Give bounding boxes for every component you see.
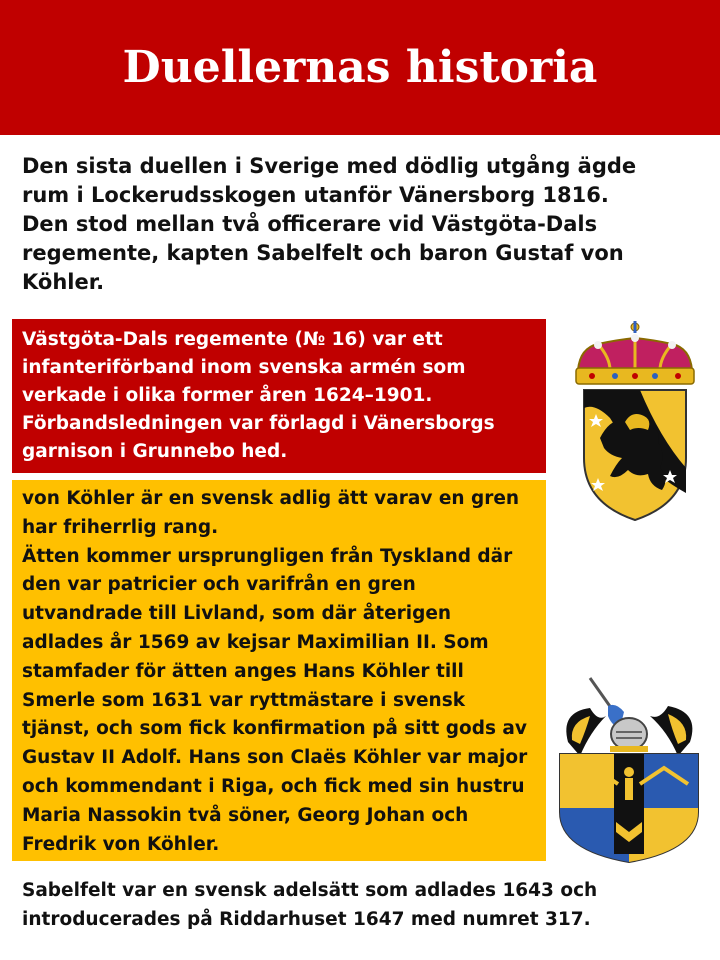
regiment-info-box	[12, 319, 546, 473]
kohler-paragraph-1: von Köhler är en svensk adlig ätt varav en gren har friherrlig rang.	[22, 488, 520, 538]
sabelfelt-paragraph: Sabelfelt var en svensk adelsätt som adlades 1643 och introducerades på Riddarhuset 1647 med numret 317.	[22, 880, 598, 930]
regiment-coat-of-arms-icon	[570, 318, 700, 524]
kohler-coat-of-arms-icon	[550, 672, 708, 864]
intro-paragraph: Den sista duellen i Sverige med dödlig utgång ägde rum i Lockerudsskogen utanför Vänersborg 1816. Den stod mellan två officerare vid Västgöta-Dals regemente, kapten Sabelfelt och baron Gustaf von Köhler.	[22, 154, 637, 294]
title-banner	[0, 0, 720, 135]
regiment-info-text: Västgöta-Dals regemente (№ 16) var ett infanteriförband inom svenska armén som verkade i olika former åren 1624–1901. Förbandsledningen var förlagd i Vänersborgs garnison i Grunnebo hed.	[22, 329, 495, 462]
page-title: Duellernas historia	[122, 42, 598, 93]
kohler-info-box	[12, 480, 546, 861]
kohler-paragraph-2: Ätten kommer ursprungligen från Tyskland där den var patricier och varifrån en gren utvandrade till Livland, som där återigen adlades år 1569 av kejsar Maximilian II. Som stamfader för ätten anges Hans Köhler till Smerle som 1631 var ryttmästare i svensk tjänst, och som fick konfirmation på sitt gods av Gustav II Adolf. Hans son Claës Köhler var major och kommendant i Riga, och fick med sin hustru Maria Nassokin två söner, Georg Johan och Fredrik von Köhler.	[22, 545, 528, 855]
